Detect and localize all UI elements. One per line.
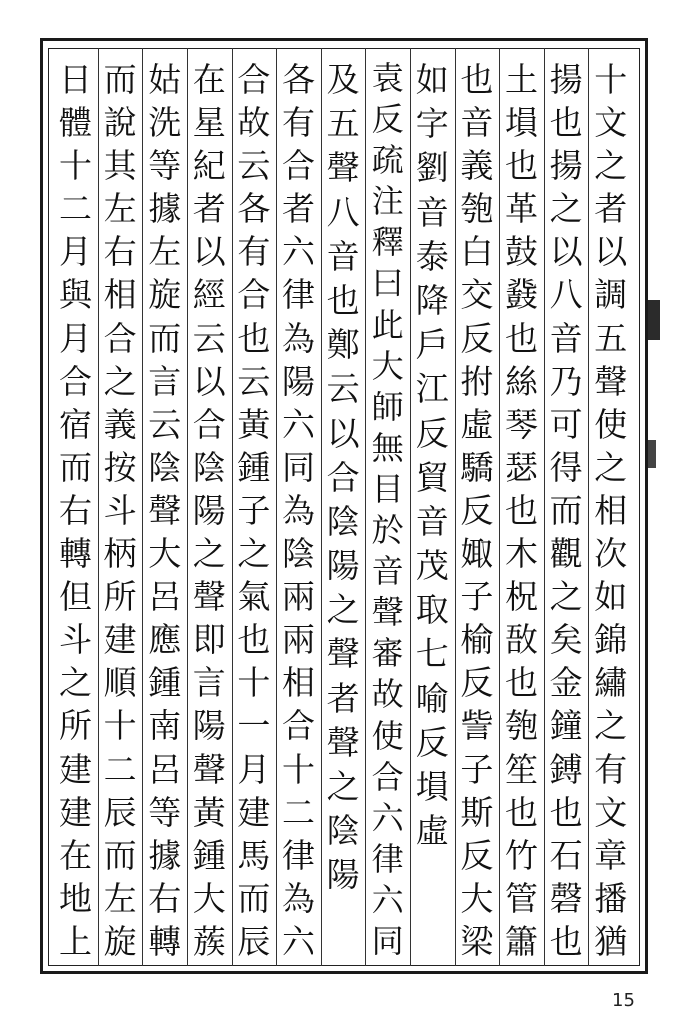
text-column: 日 體 十 二 月 與 月 合 宿 而 右 轉 但 斗 之 所 建 建 在 地 上 xyxy=(59,60,92,961)
column-rule xyxy=(142,48,143,966)
column-rule xyxy=(365,48,366,966)
page-number: 15 xyxy=(612,990,635,1011)
text-column: 也 音 義 匏 白 交 反 拊 虛 驕 反 娵 子 榆 反 訾 子 斯 反 大 梁 xyxy=(460,60,494,961)
column-rule xyxy=(276,48,277,966)
text-column: 而 說 其 左 右 相 合 之 義 按 斗 柄 所 建 順 十 二 辰 而 左 旋 xyxy=(103,60,137,961)
column-rule xyxy=(321,48,322,966)
column-rule xyxy=(98,48,99,966)
text-column: 揚 也 揚 之 以 八 音 乃 可 得 而 觀 之 矣 金 鐘 鎛 也 石 磬 也 xyxy=(549,60,583,961)
column-rule xyxy=(455,48,456,966)
column-rule xyxy=(544,48,545,966)
text-column: 及 五 聲 八 音 也 鄭 云 以 合 陰 陽 之 聲 者 聲 之 陰 陽 xyxy=(326,60,360,895)
column-rule xyxy=(232,48,233,966)
text-column: 十 文 之 者 以 調 五 聲 使 之 相 次 如 錦 繡 之 有 文 章 播 猶 xyxy=(594,60,628,961)
column-rule xyxy=(588,48,589,966)
column-rule xyxy=(187,48,188,966)
text-column: 如 字 劉 音 泰 降 戶 江 反 貿 音 茂 取 七 喻 反 塤 虛 xyxy=(415,60,449,851)
text-column: 土 塤 也 革 鼓 鼗 也 絲 琴 瑟 也 木 柷 敔 也 匏 笙 也 竹 管 簫 xyxy=(505,60,538,961)
text-column: 各 有 合 者 六 律 為 陽 六 同 為 陰 兩 兩 相 合 十 二 律 為 六 xyxy=(282,60,315,961)
text-column: 袁 反 疏 注 釋 曰 此 大 師 無 目 於 音 聲 審 故 使 合 六 律 六 同 xyxy=(371,59,404,960)
edge-ink-mark xyxy=(648,440,656,468)
column-rule xyxy=(499,48,500,966)
edge-ink-mark xyxy=(648,300,660,340)
text-column: 姑 洗 等 據 左 旋 而 言 云 陰 聲 大 呂 應 鍾 南 呂 等 據 右 轉 xyxy=(148,60,182,961)
text-column: 合 故 云 各 有 合 也 云 黃 鍾 子 之 氣 也 十 一 月 建 馬 而 辰 xyxy=(237,60,271,961)
text-column: 在 星 紀 者 以 經 云 以 合 陰 陽 之 聲 即 言 陽 聲 黃 鍾 大 蔟 xyxy=(192,60,226,961)
column-rule xyxy=(410,48,411,966)
